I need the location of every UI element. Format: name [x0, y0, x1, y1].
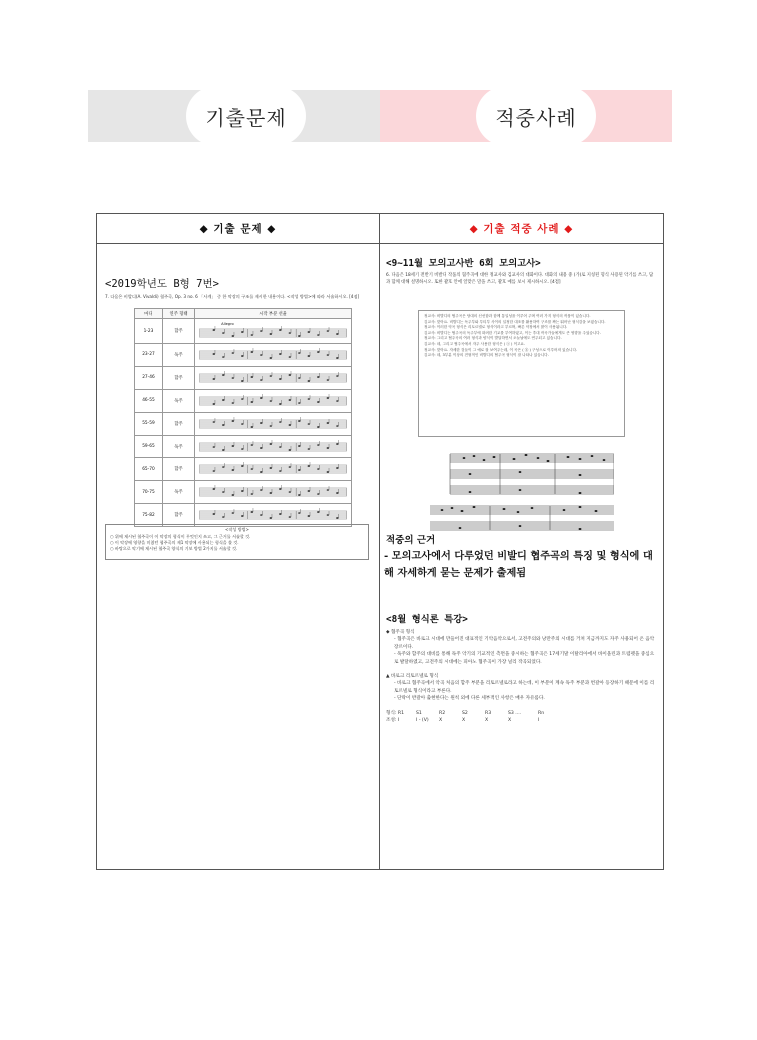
dialog-line: 김교사: 맞아요. 비발디는 독주부와 투티부 사이의 일정한 대조를 활용하여 구조를 짜는 뛰어난 형식감을 보였습니다.: [424, 319, 606, 324]
measure-cell: 23-27: [135, 344, 163, 367]
form-cell: 합주: [162, 412, 194, 435]
table-row: [135, 481, 352, 504]
hit-column: [380, 214, 663, 869]
condition-item: ○ 위에 제시된 협주곡이 이 악장의 형식이 무엇인지 쓰고, 그 근거를 서술할 것.: [110, 534, 251, 539]
melody-staff: [199, 485, 347, 499]
form-cell: R3: [485, 710, 492, 716]
form-cell: 합주: [162, 366, 194, 389]
mock-exam-question: 6. 다음은 18세기 전반기 비발디 작품의 협주곡에 대한 정교사와 김교사의 대화이다. 대화의 내용 중 (가)로 지칭된 형식 사용된 악기를 쓰고, 답과 함께 대해 설명하시오. 또한 괄호 안에 알맞은 말을 쓰고, 괄호 예를 보시 제시하시오. [4점]: [386, 273, 654, 285]
measure-cell: 1-23: [135, 319, 163, 344]
lecture-item: - 단락이 반갈아 출현한다는 원칙 외에 다른 세부적인 사항은 매우 자유롭다.: [394, 696, 545, 702]
condition-item: ○ 바탕으로 악기에 제시된 협주곡 양식의 기보 방법 2가지를 서술할 것.: [110, 546, 238, 551]
melody-staff: [199, 394, 347, 408]
melody-staff: [199, 462, 347, 476]
form-row: [386, 710, 658, 717]
hit-column-header: ◆ 기출 적중 사례 ◆: [380, 214, 663, 244]
melody-staff: [199, 440, 347, 454]
key-cell: X: [485, 718, 489, 724]
table-header-melody: 시작 부분 선율: [195, 309, 352, 319]
table-row: [135, 412, 352, 435]
lecture-section-title: ▲ 바로크 리토르넬로 형식: [386, 674, 439, 680]
form-cell: 독주: [162, 344, 194, 367]
melody-cell: [195, 412, 352, 435]
key-cell: I - (V): [416, 718, 429, 724]
form-cell: Rn: [538, 710, 545, 716]
key-cell: X: [462, 718, 466, 724]
exam-column-header: ◆ 기출 문제 ◆: [97, 214, 379, 244]
table-row: [135, 389, 352, 412]
lecture-item: - 독주와 합주의 대비를 통해 독주 악기의 기교적인 측면을 중시하는 협주곡은 17세기말 이탈리아에서 바이올린과 트럼펫을 중심으로 발달하였고, 고전주의 시대에는 피아노 협주곡이 가장 널리 작곡되었다.: [394, 652, 655, 665]
melody-cell: [195, 389, 352, 412]
table-row: [135, 435, 352, 458]
lecture-item: - 바로크 협주곡에서 악곡 처음의 합주 부분을 리토르넬로라고 하는데, 이 부분이 계속 독주 부분과 번갈아 등장하기 때문에 이를 리토르넬로 형식이라고 부른다.: [394, 681, 655, 694]
measure-cell: 55-59: [135, 412, 163, 435]
melody-cell: [195, 366, 352, 389]
form-cell: S2: [462, 710, 468, 716]
basis-text: - 모의고사에서 다루었던 비발디 협주곡의 특징 및 형식에 대해 자세하게 묻는 문제가 출제됨: [384, 550, 653, 579]
form-cell: 합주: [162, 458, 194, 481]
melody-cell: [195, 481, 352, 504]
comparison-frame: [96, 213, 664, 870]
table-row: [135, 319, 352, 344]
key-cell: X: [439, 718, 443, 724]
form-cell: 독주: [162, 389, 194, 412]
dialog-line: 김교사: 네, 3부분 이상의 전형적인 비발디의 협주곡 형식이 잘 나타나 있습니다.: [424, 353, 549, 358]
measure-cell: 59-65: [135, 435, 163, 458]
lecture-notes: [386, 629, 658, 724]
dialog-line: 정교사: 비발디의 협주곡은 당대의 신선함과 함께 통일성을 이루어 주며 여러 가지 형식의 작품이 있습니다.: [424, 314, 591, 318]
melody-staff: [199, 371, 347, 385]
exam-question: 7. 다음은 비발디(A. Vivaldi) 협주곡, Op. 3 no. 6 「사계」 중 한 악장의 구조를 제시한 내용이다. <작성 방법>에 따라 서술하시오. [4점]: [105, 294, 360, 299]
form-cell: S3 ....: [508, 710, 522, 716]
form-cell: R2: [439, 710, 446, 716]
dialog-line: 정교사: 맞아요. 자세한 것들이 그 예로 잘 보여주는데, 이 곡은 ( ⓑ ) 구성으로 이루어져 있습니다.: [424, 347, 578, 352]
melody-cell: [195, 344, 352, 367]
banner-left: [88, 90, 380, 142]
banner-label-exam: 기출문제: [186, 86, 306, 146]
dialog-line: 김교사: 네, 그리고 협주곡에서 자주 사용한 형식은 ( ⓐ ) 이고요.: [424, 341, 526, 346]
banner-right: [380, 90, 672, 142]
table-row: [135, 458, 352, 481]
lecture-item: - 협주곡은 바로크 시대에 만들어진 대표적인 기악음악으로서, 고전주의와 낭만주의 시대를 거쳐 지금까지도 자주 사용되어 온 음악장르이다.: [394, 637, 655, 650]
form-cell: 합주: [162, 504, 194, 527]
form-cell: 독주: [162, 481, 194, 504]
melody-staff: [199, 348, 347, 362]
conditions-title: <작성 방법>: [225, 527, 249, 532]
key-cell: X: [508, 718, 512, 724]
structure-table: [134, 308, 352, 527]
form-cell: 독주: [162, 435, 194, 458]
measure-cell: 65-70: [135, 458, 163, 481]
table-header-form: 연주 형태: [162, 309, 194, 319]
form-cell: S1: [416, 710, 422, 716]
lecture-section-title: ◆ 협주곡 형식: [386, 630, 415, 635]
header-banner: [88, 90, 672, 142]
measure-cell: 46-55: [135, 389, 163, 412]
mock-exam-title: <9~11월 모의고사반 6회 모의고사>: [386, 258, 541, 269]
key-row: [386, 717, 658, 724]
music-score-excerpt: [430, 448, 614, 534]
measure-cell: 27-46: [135, 366, 163, 389]
melody-cell: [195, 319, 352, 344]
table-row: [135, 344, 352, 367]
melody-cell: [195, 458, 352, 481]
basis-title: 적중의 근거: [386, 535, 436, 546]
form-cell: 합주: [162, 319, 194, 344]
dialog-line: 정교사: 이러한 악곡 형식은 리토르넬로 형식이라고 부르며, 빠른 악장에서 많이 사용됩니다.: [424, 325, 568, 330]
melody-staff: [199, 417, 347, 431]
measure-cell: 75-82: [135, 504, 163, 527]
dialog-box: [418, 310, 625, 437]
form-cell: 형식: R1: [386, 710, 404, 716]
dialog-line: 김교사: 비발디는 협주곡의 독주부에 화려한 기교를 부여하였고, 이는 후대 작곡가들에게도 큰 영향을 주었습니다.: [424, 330, 601, 335]
melody-staff: [199, 326, 347, 340]
tempo-marking: Allegro: [221, 322, 234, 326]
condition-item: ○ 이 악장에 영향을 미쳤던 협주곡의 제1 악장에 사용되는 형식을 쓸 것.: [110, 540, 239, 545]
table-header-measure: 마디: [135, 309, 163, 319]
key-cell: 조성: I: [386, 718, 400, 724]
dialog-line: 정교사: 그리고 협주곡의 여러 형식과 양식이 발달하면서 오늘날에도 연주되고 있습니다.: [424, 336, 562, 341]
melody-staff: [199, 508, 347, 522]
table-row: [135, 366, 352, 389]
conditions-box: [105, 524, 369, 560]
measure-cell: 70-75: [135, 481, 163, 504]
key-cell: I: [538, 718, 540, 724]
lecture-title: <8월 형식론 특강>: [386, 614, 468, 625]
melody-cell: [195, 435, 352, 458]
exam-column: [97, 214, 380, 869]
exam-title: <2019학년도 B형 7번>: [105, 278, 219, 290]
banner-label-hits: 적중사례: [476, 86, 596, 146]
